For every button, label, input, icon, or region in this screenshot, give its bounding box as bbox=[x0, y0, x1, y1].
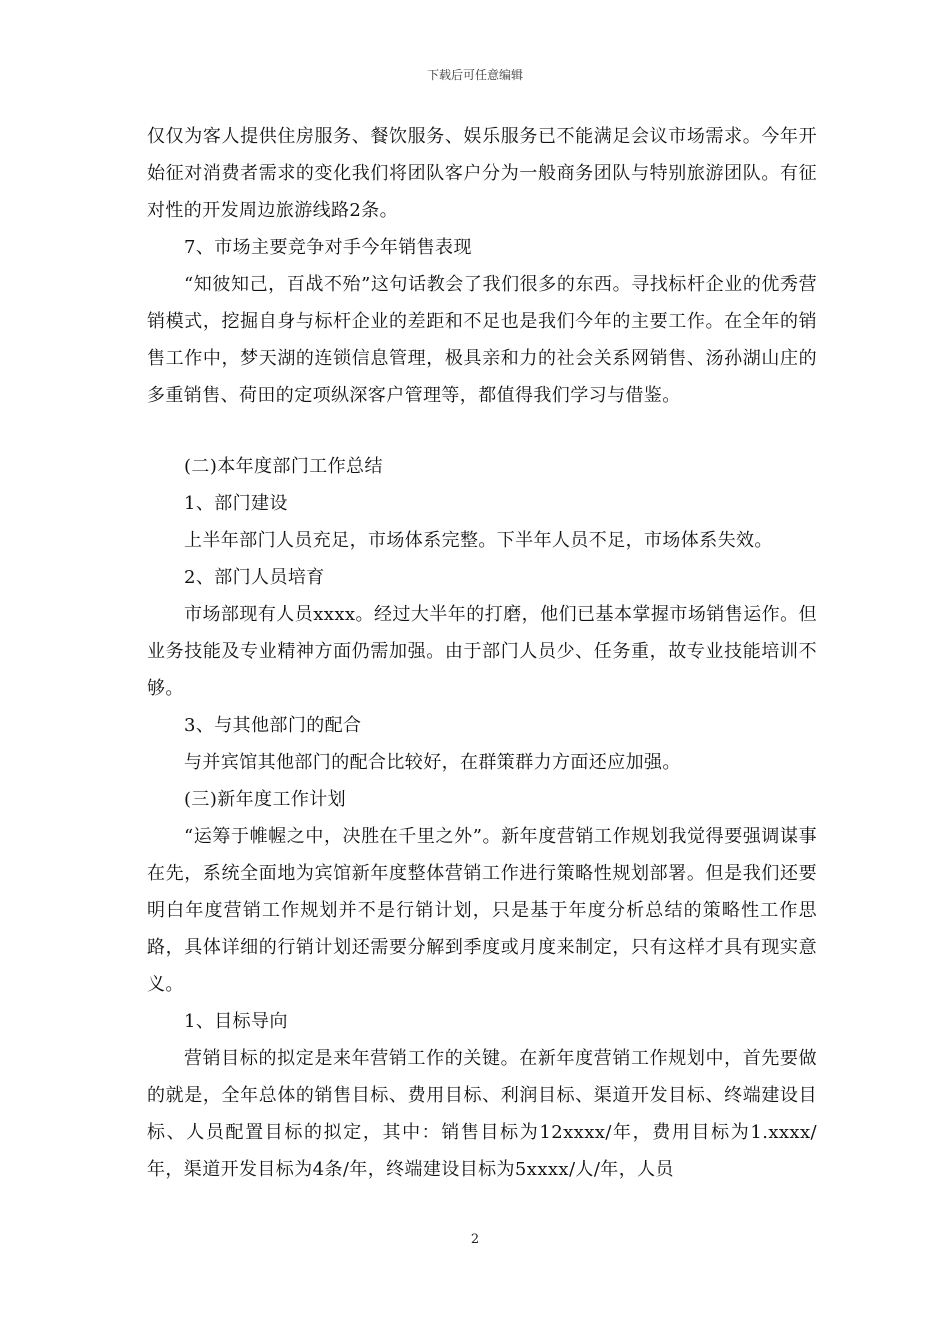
paragraph: 市场部现有人员xxxx。经过大半年的打磨，他们已基本掌握市场销售运作。但业务技能及专业精神方面仍需加强。由于部门人员少、任务重，故专业技能培训不够。 bbox=[147, 604, 817, 699]
paragraph: 营销目标的拟定是来年营销工作的关键。在新年度营销工作规划中，首先要做的就是，全年总体的销售目标、费用目标、利润目标、渠道开发目标、终端建设目标、人员配置目标的拟定，其中：销售目标为12xxxx/年，费用目标为1.xxxx/年，渠道开发目标为4条/年，终端建设目标为5xxxx/人/年，人员 bbox=[147, 1048, 817, 1180]
blank-line bbox=[147, 414, 817, 448]
subsection-heading: 2、部门人员培育 bbox=[184, 567, 325, 588]
section-heading: (二)本年度部门工作总结 bbox=[184, 456, 383, 477]
section-heading: (三)新年度工作计划 bbox=[184, 789, 347, 810]
subsection-heading: 3、与其他部门的配合 bbox=[184, 715, 362, 736]
page-header: 下载后可任意编辑 bbox=[426, 68, 523, 82]
paragraph: 上半年部门人员充足，市场体系完整。下半年人员不足，市场体系失效。 bbox=[184, 530, 773, 551]
paragraph: “知彼知己，百战不殆”这句话教会了我们很多的东西。寻找标杆企业的优秀营销模式，挖掘自身与标杆企业的差距和不足也是我们今年的主要工作。在全年的销售工作中，梦天湖的连锁信息管理，极具亲和力的社会关系网销售、汤孙湖山庄的多重销售、荷田的定项纵深客户管理等，都值得我们学习与借鉴。 bbox=[147, 274, 817, 406]
paragraph: 仅仅为客人提供住房服务、餐饮服务、娱乐服务已不能满足会议市场需求。今年开始征对消费者需求的变化我们将团队客户分为一般商务团队与特别旅游团队。有征对性的开发周边旅游线路2条。 bbox=[147, 126, 817, 221]
page-number: 2 bbox=[470, 1232, 480, 1247]
subsection-heading: 1、部门建设 bbox=[184, 493, 288, 514]
paragraph: 与并宾馆其他部门的配合比较好，在群策群力方面还应加强。 bbox=[184, 752, 681, 773]
document-body bbox=[147, 118, 817, 1188]
section-heading: 7、市场主要竞争对手今年销售表现 bbox=[184, 237, 472, 258]
subsection-heading: 1、目标导向 bbox=[184, 1011, 288, 1032]
paragraph: “运筹于帷幄之中，决胜在千里之外”。新年度营销工作规划我觉得要强调谋事在先，系统全面地为宾馆新年度整体营销工作进行策略性规划部署。但是我们还要明白年度营销工作规划并不是行销计划，只是基于年度分析总结的策略性工作思路，具体详细的行销计划还需要分解到季度或月度来制定，只有这样才具有现实意义。 bbox=[147, 826, 817, 995]
